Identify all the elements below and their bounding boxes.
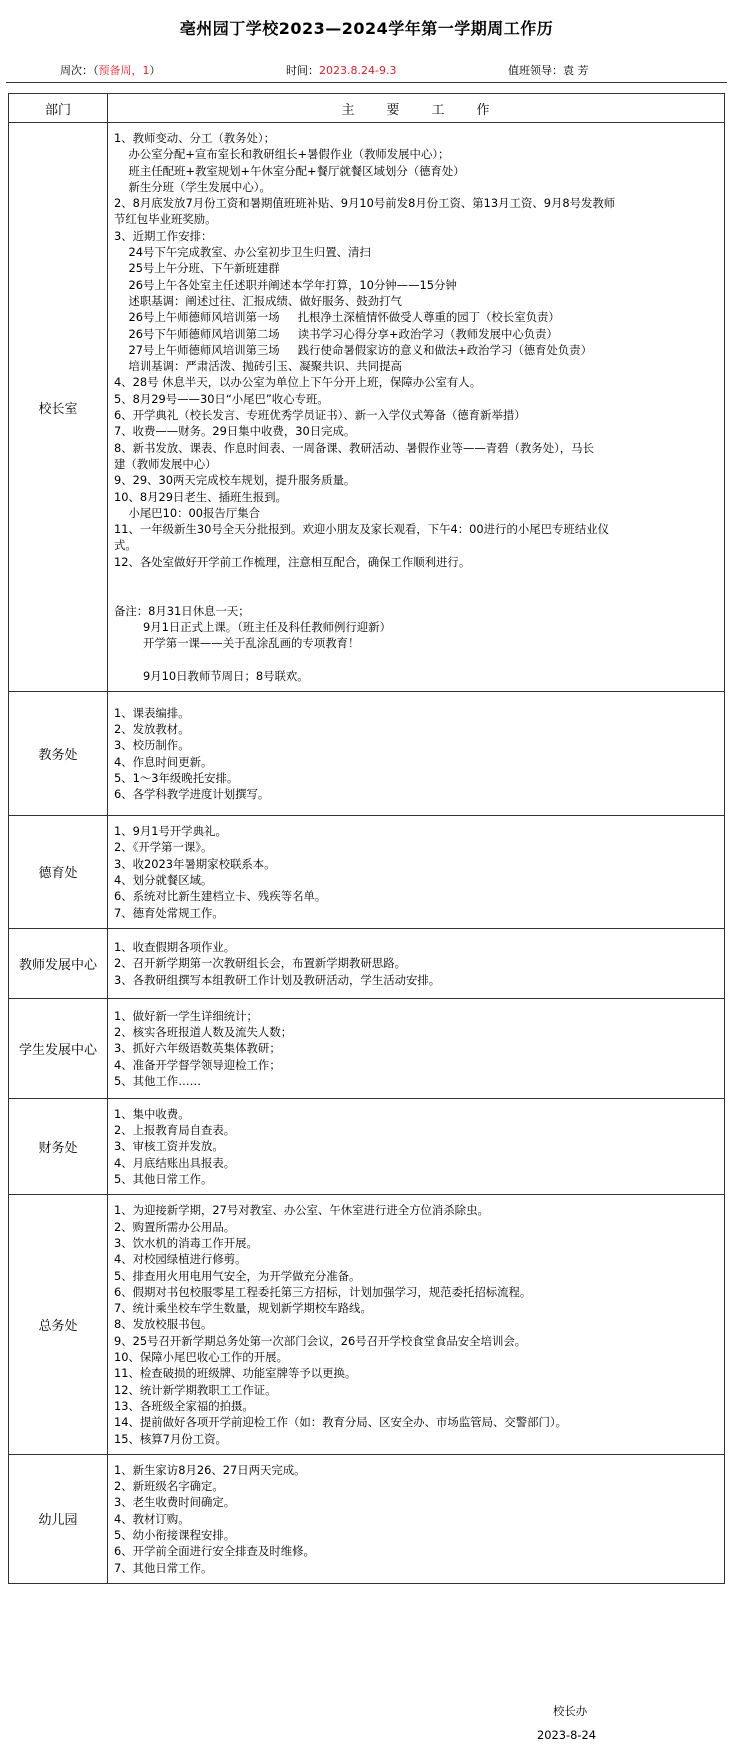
work-item-line: 新生分班（学生发展中心）。 [114, 179, 271, 194]
dept-work-items [108, 816, 725, 929]
work-item-line: 6、假期对书包校服零星工程委托第三方招标，计划加强学习，规范委托招标流程。 [114, 1284, 532, 1299]
dept-name: 幼儿园 [9, 1454, 108, 1583]
work-item-line: 2、8月底发放7月份工资和暑期值班班补贴、9月10号前发8月份工资、第13月工资、9月8号发教师 [114, 196, 616, 211]
work-item-line: 4、准备开学督学领导迎检工作； [114, 1057, 281, 1072]
work-item-line: 2、核实各班报道人数及流失人数； [114, 1024, 293, 1039]
work-item-line: 开学第一课——关于乱涂乱画的专项教育！ [114, 636, 360, 651]
work-item-line: 12、各处室做好开学前工作梳理，注意相互配合，确保工作顺利进行。 [114, 554, 471, 569]
work-item-line: 3、老生收费时间确定。 [114, 1495, 236, 1510]
work-item-line: 1、集中收费。 [114, 1106, 190, 1121]
time-info [286, 62, 396, 78]
work-item-line: 节红包毕业班奖励。 [114, 212, 217, 227]
section-row-moral-education [9, 816, 725, 929]
page-title: 亳州园丁学校2023—2024学年第一学期周工作历 [179, 19, 554, 38]
dept-work-items [108, 1454, 725, 1583]
work-item-line: 4、划分就餐区域。 [114, 872, 213, 887]
section-row-principal-office [9, 123, 725, 692]
footer-office: 校长办 [553, 1704, 588, 1718]
work-item-line: 1、为迎接新学期，27号对教室、办公室、午休室进行进全方位消杀除虫。 [114, 1203, 489, 1218]
work-item-line: 27号上午师德师风培训第三场 践行使命暑假家访的意义和做法+政治学习（德育处负责） [114, 342, 593, 357]
section-row-general-affairs [9, 1195, 725, 1454]
table-header-row [9, 94, 725, 123]
week-value: 预备周，1 [98, 64, 150, 77]
section-row-academic-affairs [9, 692, 725, 816]
work-item-line: 9、29、30两天完成校车规划，提升服务质量。 [114, 473, 356, 488]
work-item-line [114, 570, 722, 586]
work-item-line: 1、新生家访8月26、27日两天完成。 [114, 1462, 306, 1477]
work-item-line: 1、教师变动、分工（教务处）； [114, 131, 276, 145]
work-item-line: 备注：8月31日休息一天； [114, 603, 250, 618]
work-item-line: 5、1～3年级晚托安排。 [114, 770, 239, 785]
dept-work-items [108, 998, 725, 1098]
column-header-work: 主要工作 [108, 94, 725, 123]
work-item-line: 5、其他日常工作。 [114, 1172, 213, 1187]
work-item-line: 1、课表编排。 [114, 705, 190, 720]
work-item-line: 办公室分配+宣布室长和教研组长+暑假作业（教师发展中心）； [114, 147, 450, 162]
work-item-line: 2、购置所需办公用品。 [114, 1219, 236, 1234]
work-item-line: 5、排查用火用电用气安全，为开学做充分准备。 [114, 1268, 361, 1283]
work-item-line [114, 586, 722, 602]
work-item-line: 班主任配班+教室规划+午休室分配+餐厅就餐区域划分（德育处） [114, 163, 465, 178]
work-item-line: 4、月底结账出具报表。 [114, 1155, 236, 1170]
time-value: 2023.8.24-9.3 [319, 64, 397, 77]
work-item-line: 6、开学典礼（校长发言、专班优秀学员证书）、新一入学仪式筹备（德育新举措） [114, 408, 526, 423]
work-item-line: 12、统计新学期教职工工作证。 [114, 1382, 277, 1397]
time-label: 时间： [286, 64, 319, 77]
work-calendar-table [8, 93, 725, 1584]
work-item-line: 3、各教研组撰写本组教研工作计划及教研活动，学生活动安排。 [114, 972, 441, 987]
work-item-line: 6、开学前全面进行安全排查及时维修。 [114, 1544, 315, 1559]
header-divider [6, 82, 727, 83]
work-item-line: 15、核算7月份工资。 [114, 1431, 227, 1446]
work-item-line: 3、近期工作安排： [114, 228, 213, 243]
work-item-line: 3、收2023年暑期家校联系本。 [114, 856, 276, 871]
table-body [9, 123, 725, 1584]
dept-name: 财务处 [9, 1098, 108, 1194]
section-row-finance [9, 1098, 725, 1194]
work-item-line: 3、审核工资并发放。 [114, 1139, 224, 1154]
dept-work-items [108, 928, 725, 998]
week-info [60, 62, 161, 78]
work-item-line: 13、各班级全家福的拍摄。 [114, 1398, 254, 1413]
work-item-line: 建（教师发展中心） [114, 456, 217, 471]
dept-name: 学生发展中心 [9, 998, 108, 1098]
work-item-line: 小尾巴10：00报告厅集合 [114, 505, 260, 520]
work-item-line: 述职基调：阐述过往、汇报成绩、做好服务、鼓劲打气 [114, 293, 402, 308]
work-item-line: 10、8月29日老生、插班生报到。 [114, 489, 287, 504]
work-item-line: 2、召开新学期第一次教研组长会，布置新学期教研思路。 [114, 956, 407, 971]
work-item-line: 7、统计乘坐校车学生数量，规划新学期校车路线。 [114, 1301, 372, 1316]
work-item-line: 9、25号召开新学期总务处第一次部门会议，26号召开学校食堂食品安全培训会。 [114, 1333, 527, 1348]
work-item-line: 1、9月1号开学典礼。 [114, 824, 227, 839]
work-item-line: 2、新班级名字确定。 [114, 1479, 224, 1494]
work-item-line: 9月10日教师节周日；8号联欢。 [114, 668, 309, 683]
work-item-line: 1、做好新一学生详细统计； [114, 1008, 258, 1023]
work-item-line: 培训基调：严肃活泼、抛砖引玉、凝聚共识、共同提高 [114, 359, 402, 374]
work-item-line: 4、教材订购。 [114, 1511, 190, 1526]
work-item-line: 11、检查破损的班级牌、功能室牌等予以更换。 [114, 1366, 357, 1381]
dept-work-items [108, 1098, 725, 1194]
work-item-line: 5、其他工作…… [114, 1073, 201, 1088]
work-item-line: 7、其他日常工作。 [114, 1560, 213, 1575]
duty-leader: 值班领导：袁 芳 [508, 64, 589, 77]
work-item-line: 7、收费——财务。29日集中收费，30日完成。 [114, 424, 356, 439]
dept-work-items [108, 1195, 725, 1454]
work-item-line: 式。 [114, 538, 137, 553]
work-item-line: 24号下午完成教室、办公室初步卫生归置、清扫 [114, 245, 371, 260]
work-item-line: 8、新书发放、课表、作息时间表、一周备课、教研活动、暑假作业等——青碧（教务处），马长 [114, 440, 594, 455]
work-item-line [114, 652, 722, 668]
work-item-line: 2、上报教育局自查表。 [114, 1123, 236, 1138]
work-item-line: 1、收查假期各项作业。 [114, 939, 236, 954]
dept-work-items [108, 692, 725, 816]
work-item-line: 2、《开学第一课》。 [114, 840, 213, 855]
dept-work-items [108, 123, 725, 692]
section-row-student-development [9, 998, 725, 1098]
work-item-line: 10、保障小尾巴收心工作的开展。 [114, 1350, 288, 1365]
work-item-line: 3、抓好六年级语数英集体教研； [114, 1041, 281, 1056]
work-item-line: 4、28号 休息半天，以办公室为单位上下午分开上班，保障办公室有人。 [114, 375, 482, 390]
footer-date: 2023-8-24 [537, 1728, 596, 1742]
dept-name: 德育处 [9, 816, 108, 929]
work-item-line: 4、作息时间更新。 [114, 754, 213, 769]
week-label: 周次：（ [60, 64, 99, 77]
work-item-line: 11、一年级新生30号全天分批报到。欢迎小朋友及家长观看，下午4：00进行的小尾巴专班结业仪 [114, 522, 609, 537]
work-item-line: 25号上午分班、下午新班建群 [114, 261, 280, 276]
dept-name: 总务处 [9, 1195, 108, 1454]
week-close: ） [149, 64, 161, 77]
work-item-line: 14、提前做好各项开学前迎检工作（如：教育分局、区安全办、市场监管局、交警部门）。 [114, 1415, 568, 1430]
dept-name: 校长室 [9, 123, 108, 692]
work-item-line: 3、饮水机的消毒工作开展。 [114, 1235, 258, 1250]
section-row-teacher-development [9, 928, 725, 998]
work-item-line: 6、各学科教学进度计划撰写。 [114, 787, 270, 802]
work-item-line: 26号下午师德师风培训第二场 读书学习心得分享+政治学习（教师发展中心负责） [114, 326, 558, 341]
dept-name: 教务处 [9, 692, 108, 816]
work-item-line: 26号上午各处室主任述职并阐述本学年打算，10分钟——15分钟 [114, 277, 457, 292]
section-row-kindergarten [9, 1454, 725, 1583]
work-item-line: 26号上午师德师风培训第一场 扎根净土深植情怀做受人尊重的园丁（校长室负责） [114, 310, 560, 325]
work-item-line: 8、发放校服书包。 [114, 1317, 213, 1332]
work-item-line: 5、8月29号——30日“小尾巴”收心专班。 [114, 391, 329, 406]
column-header-dept: 部门 [9, 94, 108, 123]
work-item-line: 2、发放教材。 [114, 722, 190, 736]
work-item-line: 5、幼小衔接课程安排。 [114, 1528, 236, 1542]
work-item-line: 6、系统对比新生建档立卡、残疾等名单。 [114, 889, 327, 904]
work-item-line: 4、对校园绿植进行修剪。 [114, 1252, 247, 1267]
work-item-line: 7、德育处常规工作。 [114, 905, 224, 920]
work-item-line: 9月1日正式上课。（班主任及科任教师例行迎新） [114, 619, 391, 634]
work-item-line: 3、校历制作。 [114, 738, 190, 753]
dept-name: 教师发展中心 [9, 928, 108, 998]
